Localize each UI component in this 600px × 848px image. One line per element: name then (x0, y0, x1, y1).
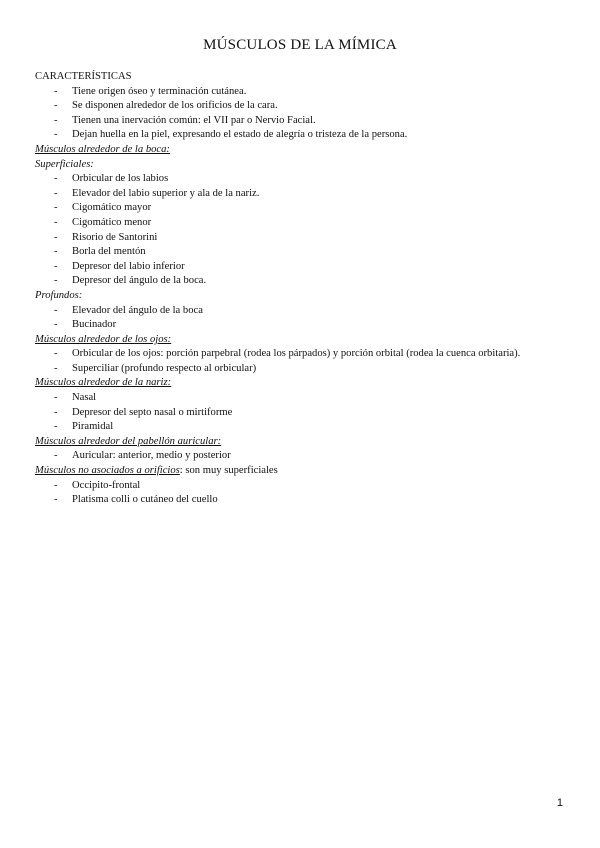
list-item: - Nasal (35, 391, 545, 406)
subheading-profundos: Profundos: (35, 289, 83, 301)
list-item: - Dejan huella en la piel, expresando el estado de alegría o tristeza de la persona. (35, 128, 545, 143)
document-body (35, 70, 545, 508)
section-heading-boca: Músculos alrededor de la boca: (35, 143, 170, 155)
dash-bullet: - (54, 304, 58, 316)
dash-bullet: - (54, 348, 58, 360)
dash-bullet: - (54, 173, 58, 185)
list-item: - Superciliar (profundo respecto al orbicular) (35, 362, 545, 377)
list-item: - Cigomático mayor (35, 201, 545, 216)
section-heading-ojos: Músculos alrededor de los ojos: (35, 333, 172, 345)
list-superficiales (35, 172, 545, 289)
list-item: - Elevador del labio superior y ala de la nariz. (35, 187, 545, 202)
list-item: - Occipito-frontal (35, 479, 545, 494)
list-item: - Borla del mentón (35, 245, 545, 260)
list-item: - Depresor del labio inferior (35, 260, 545, 275)
list-item: - Bucinador (35, 318, 545, 333)
subheading-superficiales: Superficiales: (35, 158, 94, 170)
list-item: - Platisma colli o cutáneo del cuello (35, 493, 545, 508)
list-ojos (35, 347, 545, 376)
list-item: - Piramidal (35, 420, 545, 435)
list-item: - Risorio de Santorini (35, 231, 545, 246)
dash-bullet: - (54, 421, 58, 433)
section-heading-nariz: Músculos alrededor de la nariz: (35, 377, 172, 389)
dash-bullet: - (54, 479, 58, 491)
list-item: - Tienen una inervación común: el VII par o Nervio Facial. (35, 114, 545, 129)
section-heading-no-asociados-suffix: : son muy superficiales (179, 465, 278, 477)
dash-bullet: - (54, 114, 58, 126)
dash-bullet: - (54, 100, 58, 112)
dash-bullet: - (54, 494, 58, 506)
dash-bullet: - (54, 187, 58, 199)
list-item: - Depresor del septo nasal o mirtiforme (35, 406, 545, 421)
dash-bullet: - (54, 275, 58, 287)
dash-bullet: - (54, 406, 58, 418)
dash-bullet: - (54, 319, 58, 331)
dash-bullet: - (54, 129, 58, 141)
dash-bullet: - (54, 392, 58, 404)
list-item: - Elevador del ángulo de la boca (35, 304, 545, 319)
list-item: - Orbicular de los ojos: porción parpebral (rodea los párpados) y porción orbital (rodea la cuenca orbitaria). (35, 347, 545, 362)
list-no-asociados (35, 479, 545, 508)
page-title: MÚSCULOS DE LA MÍMICA (203, 37, 397, 53)
list-profundos (35, 304, 545, 333)
section-heading-caracteristicas: CARACTERÍSTICAS (35, 71, 132, 82)
dash-bullet: - (54, 362, 58, 374)
section-heading-no-asociados-label: Músculos no asociados a orificios (35, 465, 180, 477)
dash-bullet: - (54, 260, 58, 272)
page-number: 1 (556, 797, 563, 809)
list-pabellon (35, 449, 545, 464)
dash-bullet: - (54, 85, 58, 97)
dash-bullet: - (54, 246, 58, 258)
list-item: - Tiene origen óseo y terminación cutánea. (35, 85, 545, 100)
dash-bullet: - (54, 231, 58, 243)
list-item: - Se disponen alrededor de los orificios de la cara. (35, 99, 545, 114)
dash-bullet: - (54, 450, 58, 462)
section-heading-pabellon: Músculos alrededor del pabellón auricular: (35, 435, 222, 447)
section-heading-no-asociados (35, 464, 545, 479)
list-item: - Depresor del ángulo de la boca. (35, 274, 545, 289)
dash-bullet: - (54, 202, 58, 214)
list-nariz (35, 391, 545, 435)
list-caracteristicas (35, 85, 545, 143)
list-item: - Auricular: anterior, medio y posterior (35, 449, 545, 464)
list-item: - Orbicular de los labios (35, 172, 545, 187)
list-item: - Cigomático menor (35, 216, 545, 231)
dash-bullet: - (54, 216, 58, 228)
